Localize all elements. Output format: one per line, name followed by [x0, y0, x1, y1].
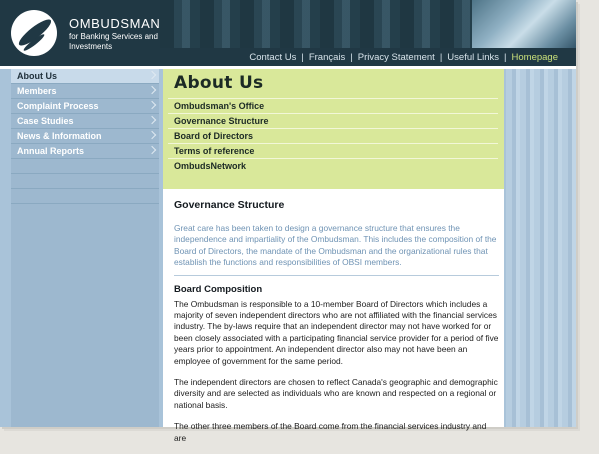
privacy-statement-link[interactable]: Privacy Statement	[357, 51, 435, 63]
chevron-right-icon	[148, 86, 156, 94]
leftnav-spacer	[11, 174, 159, 189]
chevron-right-icon	[148, 71, 156, 79]
chevron-right-icon	[148, 131, 156, 139]
leftnav-spacer	[11, 159, 159, 174]
nav-separator: |	[301, 51, 304, 63]
subnav-item-board-of-directors[interactable]: Board of Directors	[168, 128, 498, 143]
page-title: About Us	[174, 73, 264, 93]
intro-paragraph: Great care has been taken to design a governance structure that ensures the independence and impartiality of the Ombudsman. This includes the composition of the Board of Directors, the mandate of the Ombudsman and the organizational rules that establish the functions and responsibilities of OBSI members.	[174, 223, 497, 268]
subnav-item-ombudsmans-office[interactable]: Ombudsman's Office	[168, 98, 498, 113]
header-stripes	[160, 0, 480, 48]
leftnav-item-label: Annual Reports	[17, 146, 85, 156]
contact-us-link[interactable]: Contact Us	[249, 51, 297, 63]
leftnav-item-about-us[interactable]	[11, 69, 159, 84]
leftnav-spacer	[11, 189, 159, 204]
nav-separator: |	[504, 51, 507, 63]
body-paragraph: The Ombudsman is responsible to a 10-member Board of Directors which includes a majority of seven independent directors who are not affiliated with the financial services industry. The by-laws require that an independent director may not have worked for or been closely associated with a participating financial service provider for a period of five years prior to appointment. An independent director also may not have been an employee of government for the same period.	[174, 298, 499, 366]
top-navigation	[0, 48, 576, 66]
body-paragraph: The independent directors are chosen to reflect Canada's geographic and demographic diversity and are selected as individuals who are known and respected on a regional or national basis.	[174, 377, 498, 410]
site-header	[0, 0, 576, 66]
chevron-right-icon	[148, 101, 156, 109]
subsection-heading: Board Composition	[174, 283, 263, 295]
leftnav-item-label: Complaint Process	[17, 101, 99, 111]
section-heading: Governance Structure	[174, 199, 285, 211]
leftnav-item-annual-reports[interactable]	[11, 144, 159, 159]
chevron-right-icon	[148, 146, 156, 154]
leftnav-item-label: Members	[17, 86, 57, 96]
leftnav-item-complaint-process[interactable]	[11, 99, 159, 114]
section-subnav-panel	[163, 69, 504, 189]
body-paragraph: The other three members of the Board come from the financial services industry and are	[174, 421, 487, 443]
nav-separator: |	[350, 51, 353, 63]
subnav-item-governance-structure[interactable]: Governance Structure	[168, 113, 498, 128]
right-decoration	[506, 69, 576, 427]
francais-link[interactable]: Français	[308, 51, 346, 63]
leftnav-item-label: About Us	[17, 71, 57, 81]
leftnav-item-news-information[interactable]	[11, 129, 159, 144]
homepage-link[interactable]: Homepage	[511, 51, 558, 63]
leftnav-item-label: News & Information	[17, 131, 102, 141]
useful-links-link[interactable]: Useful Links	[447, 51, 500, 63]
section-subnav	[168, 98, 498, 173]
leftnav-item-members[interactable]	[11, 84, 159, 99]
brand-subtitle: for Banking Services and Investments	[69, 32, 158, 51]
header-photo	[472, 0, 576, 48]
chevron-right-icon	[148, 116, 156, 124]
article	[174, 199, 499, 454]
main-content	[163, 69, 504, 443]
subnav-item-terms-of-reference[interactable]: Terms of reference	[168, 143, 498, 158]
leftnav-item-label: Case Studies	[17, 116, 74, 126]
nav-separator: |	[439, 51, 443, 63]
subnav-item-ombudsnetwork[interactable]: OmbudsNetwork	[168, 158, 498, 173]
divider	[174, 275, 499, 276]
left-navigation	[11, 69, 159, 427]
leftnav-item-case-studies[interactable]	[11, 114, 159, 129]
brand-name: OMBUDSMAN	[69, 16, 161, 31]
